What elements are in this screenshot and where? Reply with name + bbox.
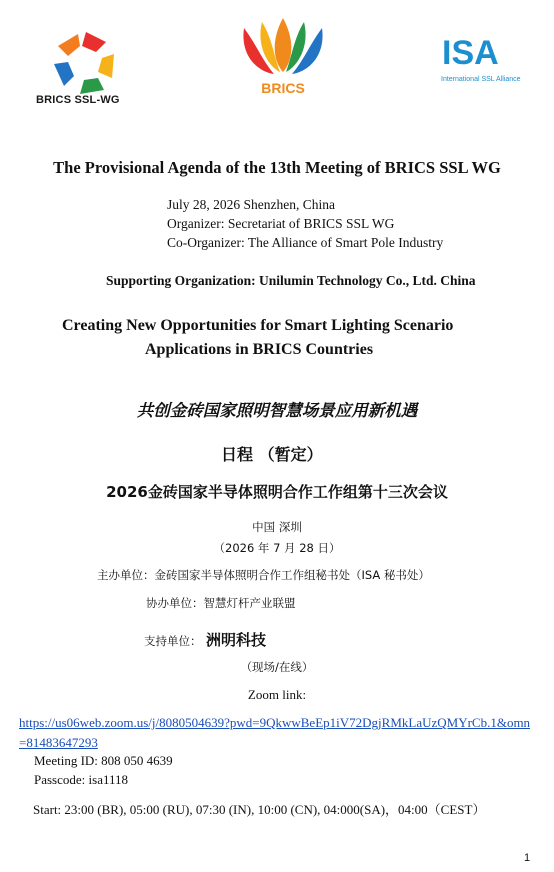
passcode: Passcode: isa1118 [34,772,128,787]
zh-support-name: 洲明科技 [206,631,267,649]
zh-support-label: 支持单位： [144,634,202,648]
zh-meeting-mode: （现场/在线） [240,660,314,674]
supporting-organization: Supporting Organization: Unilumin Technology Co., Ltd. China [106,273,476,288]
zoom-link[interactable]: https://us06web.zoom.us/j/8080504639?pwd=9QkwwBeEp1iV72DgjRMkLaUzQMYrCb.1&omn=81483647293 [19,715,531,750]
theme-line-2: Applications in BRICS Countries [145,341,374,358]
start-times: Start: 23:00 (BR), 05:00 (RU), 07:30 (IN), 10:00 (CN), 04:000(SA)，04:00（CEST） [33,802,486,817]
zoom-label: Zoom link: [247,687,307,702]
ssl-wg-caption: BRICS SSL-WG [36,94,120,106]
zh-co-host: 协办单位：智慧灯杆产业联盟 [146,596,296,610]
meeting-date-place: July 28, 2026 Shenzhen, China [167,197,335,212]
brics-logo [234,16,332,100]
zh-theme: 共创金砖国家照明智慧场景应用新机遇 [136,401,418,420]
zh-host: 主办单位：金砖国家半导体照明合作工作组秘书处（ISA 秘书处） [97,568,430,582]
page-title: The Provisional Agenda of the 13th Meeting of BRICS SSL WG [53,158,501,177]
co-organizer: Co-Organizer: The Alliance of Smart Pole Industry [167,235,444,250]
brics-logo-text: BRICS [261,80,305,96]
page-number: 1 [524,852,531,864]
zh-date: （2026 年 7 月 28 日） [213,541,341,555]
meeting-id: Meeting ID: 808 050 4639 [34,753,173,768]
isa-caption: International SSL Alliance [441,76,521,83]
isa-logo-text: ISA [442,34,499,72]
theme-line-1: Creating New Opportunities for Smart Lighting Scenario [62,317,454,334]
zh-meeting-title: 2026金砖国家半导体照明合作工作组第十三次会议 [106,483,448,501]
zh-location: 中国 深圳 [252,520,302,534]
organizer: Organizer: Secretariat of BRICS SSL WG [167,216,395,231]
zh-agenda-title: 日程 （暂定） [221,445,323,464]
